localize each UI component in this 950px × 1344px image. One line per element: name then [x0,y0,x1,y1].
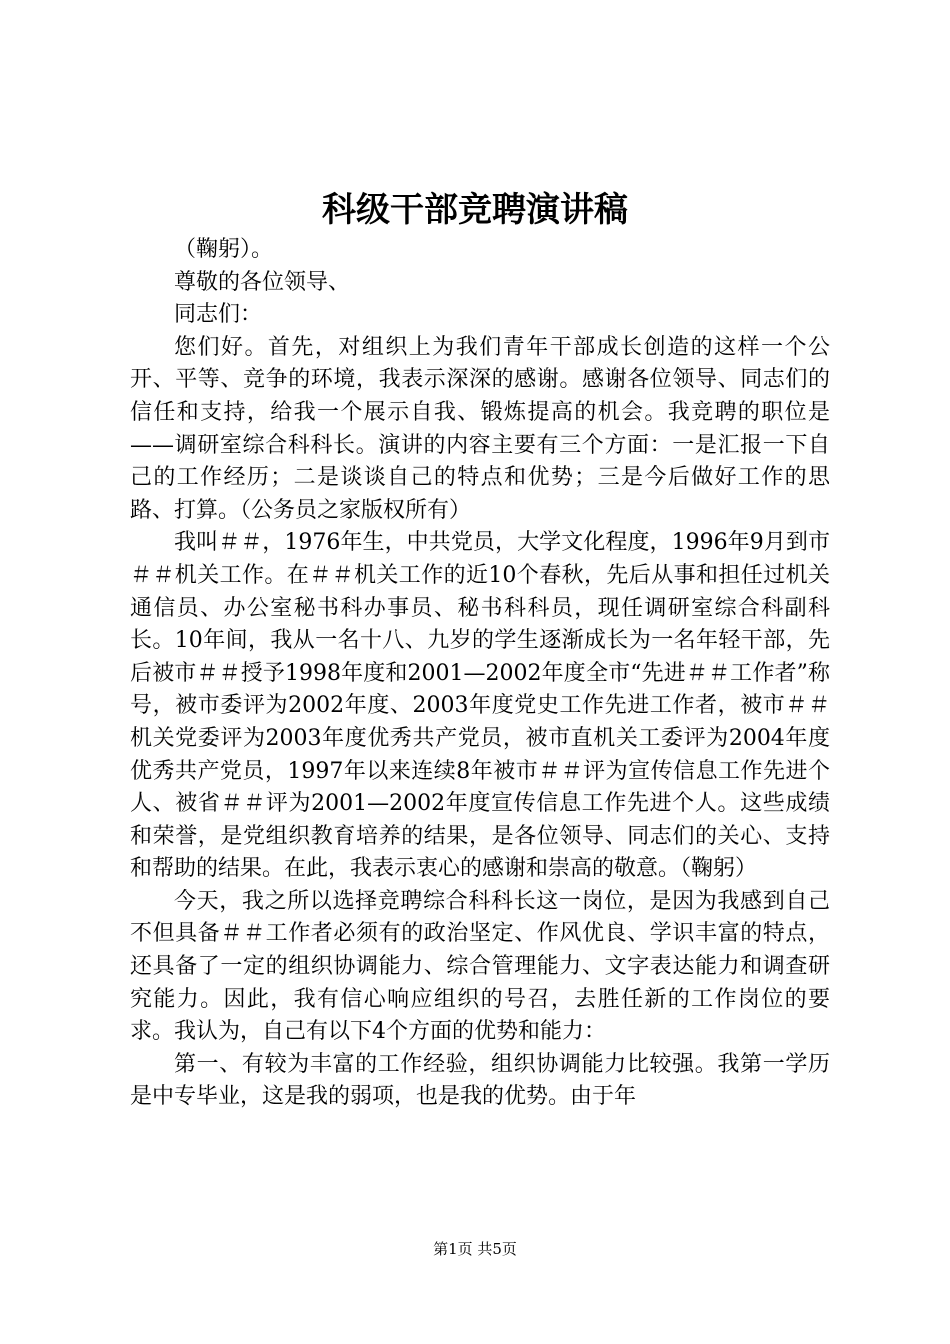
paragraph-introduction: 您们好。首先，对组织上为我们青年干部成长创造的这样一个公开、平等、竞争的环境，我表示深深的感谢。感谢各位领导、同志们的信任和支持，给我一个展示自我、锻炼提高的机会。我竞聘的职位是——调研室综合科科长。演讲的内容主要有三个方面：一是汇报一下自己的工作经历；二是谈谈自己的特点和优势；三是今后做好工作的思路、打算。（公务员之家版权所有） [130,334,830,523]
document-body [130,234,830,1114]
page-number-footer: 第1页 共5页 [433,1240,517,1258]
paragraph-salutation-leaders: 尊敬的各位领导、 [174,269,351,295]
paragraph-reasons: 今天，我之所以选择竞聘综合科科长这一岗位，是因为我感到自己不但具备＃＃工作者必须有的政治坚定、作风优良、学识丰富的特点，还具备了一定的组织协调能力、综合管理能力、文字表达能力和调查研究能力。因此，我有信心响应组织的号召，去胜任新的工作岗位的要求。我认为，自己有以下4个方面的优势和能力： [130,888,830,1045]
document-title: 科级干部竞聘演讲稿 [322,190,628,230]
paragraph-first-advantage: 第一、有较为丰富的工作经验，组织协调能力比较强。我第一学历是中专毕业，这是我的弱项，也是我的优势。由于年 [130,1051,830,1110]
paragraph-salutation-comrades: 同志们： [174,302,263,328]
paragraph-bow: （鞠躬）。 [174,237,274,262]
paragraph-work-experience: 我叫＃＃，1976年生，中共党员，大学文化程度，1996年9月到市＃＃机关工作。在＃＃机关工作的近10个春秋，先后从事和担任过机关通信员、办公室秘书科办事员、秘书科科员，现任调研室综合科副科长。10年间，我从一名十八、九岁的学生逐渐成长为一名年轻干部，先后被市＃＃授予1998年度和2001—2002年度全市“先进＃＃工作者”称号，被市委评为2002年度、2003年度党史工作先进工作者，被市＃＃机关党委评为2003年度优秀共产党员，被市直机关工委评为2004年度优秀共产党员，1997年以来连续8年被市＃＃评为宣传信息工作先进个人、被省＃＃评为2001—2002年度宣传信息工作先进个人。这些成绩和荣誉，是党组织教育培养的结果，是各位领导、同志们的关心、支持和帮助的结果。在此，我表示衷心的感谢和崇高的敬意。（鞠躬） [130,530,830,882]
